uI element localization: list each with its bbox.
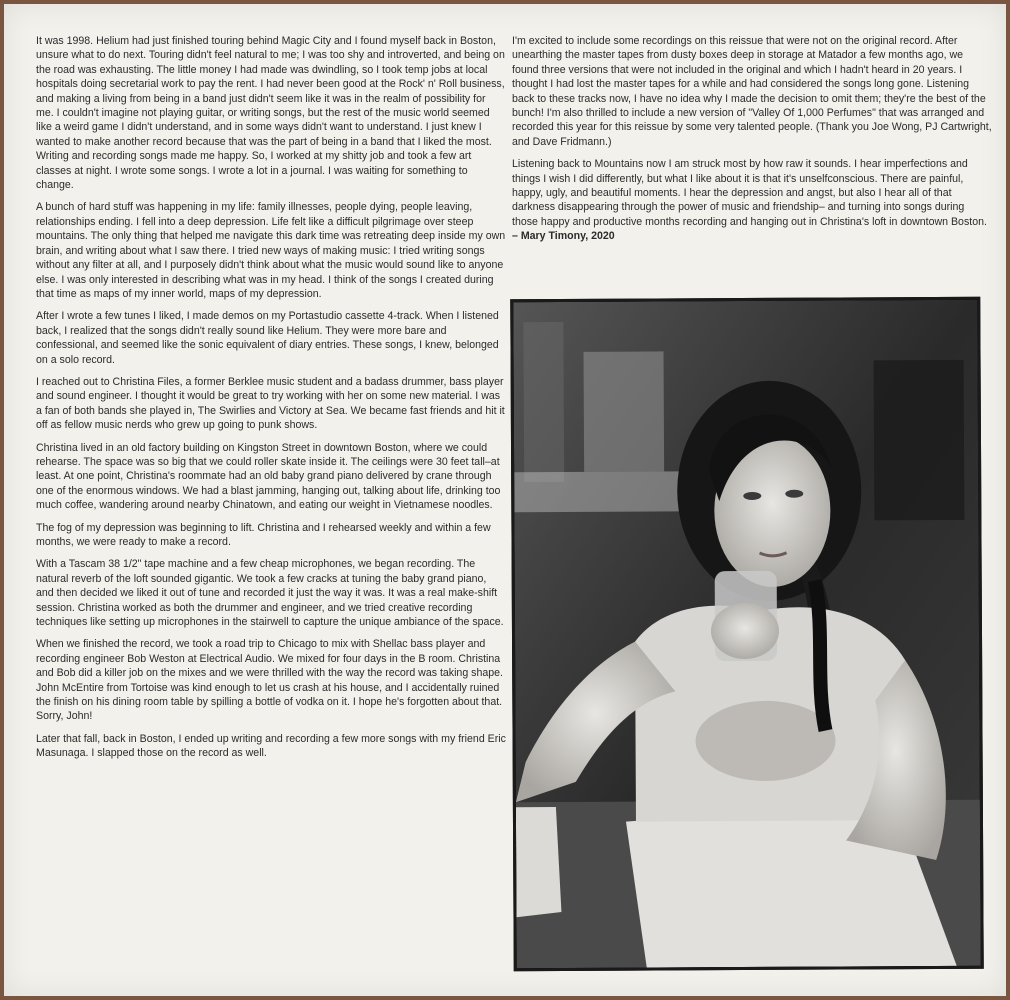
liner-notes-sheet <box>4 4 1006 996</box>
paragraph: Later that fall, back in Boston, I ended up writing and recording a few more songs with my friend Eric Masunaga. I slapped those on the record as well. <box>36 732 506 760</box>
portrait-photo <box>510 297 984 971</box>
paragraph: The fog of my depression was beginning to lift. Christina and I rehearsed weekly and within a few months, we were ready to make a record. <box>36 521 491 548</box>
paragraph: It was 1998. Helium had just finished touring behind Magic City and I found myself back in Boston, unsure what to do next. Touring didn't feel natural to me; I was too shy and introverted, and being on the road was exhausting. The little money I had made was dwindling, so I took temp jobs at local hospitals doing secretarial work to pay the rent. I had never been good at the Rock' n' Roll business, and making a living from being in a band just didn't seem like it was in the realm of possibility for me. I couldn't imagine not playing guitar, or writing songs, but the rest of the music world seemed like a weird game I didn't understand, and in some ways didn't want to understand. I just knew I wanted to make another record because that was the part of being in a band that I liked the most. Writing and recording songs made me happy. So, I worked at my shitty job and took a few art classes at night. I wrote some songs. I wrote a lot in a journal. I was waiting for something to change. <box>36 35 505 192</box>
paragraph: After I wrote a few tunes I liked, I made demos on my Portastudio cassette 4-track. When I listened back, I realized that the songs didn't really sound like Helium. They were more bare and confessional, and seemed like the sonic equivalent of diary entries. These songs, I knew, belonged on a solo record. <box>36 310 499 366</box>
closing-paragraph <box>512 157 992 243</box>
left-text-column <box>36 34 506 769</box>
portrait-photo-icon <box>513 300 980 968</box>
paragraph: Christina lived in an old factory building on Kingston Street in downtown Boston, where we could rehearse. The space was so big that we could roller skate inside it. The ceilings were 30 feet tall–at least. At one point, Christina's roommate had an old baby grand piano delivered by crane through one of the enormous windows. We had a blast jamming, hanging out, talking about life, drinking too much coffee, wandering around nearby Chinatown, and eating our weight in Vietnamese noodles. <box>36 441 501 512</box>
signature: – Mary Timony, 2020 <box>512 230 615 243</box>
paragraph: A bunch of hard stuff was happening in my life: family illnesses, people dying, people leaving, relationships ending. I fell into a deep depression. Life felt like a difficult pilgrimage over steep mountains. The only thing that helped me navigate this dark time was retreating deep inside my own brain, and writing about what I saw there. I tried new ways of making music: I tried writing songs without any filter at all, and I purposely didn't think about what the music would sound like to anyone else. I was only interested in describing what was in my head. I think of the songs I created during that time as maps of my inner world, maps of my depression. <box>36 201 506 300</box>
paragraph: I'm excited to include some recordings on this reissue that were not on the original record. After unearthing the master tapes from dusty boxes deep in storage at Matador a few months ago, we found three versions that were not included in the original and which I hadn't heard in 20 years. I thought I had lost the master tapes for a while and had considered the songs long gone. Listening back to these tracks now, I have no idea why I made the decision to omit them; they're the best of the bunch! I'm also thrilled to include a new version of "Valley Of 1,000 Perfumes" that was arranged and recorded this year for this reissue by some very talented people. (Thank you Joe Wong, PJ Cartwright, and Dave Fridmann.) <box>512 35 992 148</box>
right-text-column <box>512 34 992 252</box>
paragraph: With a Tascam 38 1/2" tape machine and a few cheap microphones, we began recording. The natural reverb of the loft sounded gigantic. We took a few cracks at tuning the baby grand piano, and then decided we liked it out of tune and recorded it just the way it was. It was a real make-shift session. Christina worked as both the drummer and engineer, and we tried creative recording techniques like setting up microphones in the stairwell to capture the unique ambiance of the space. <box>36 558 504 629</box>
paragraph: When we finished the record, we took a road trip to Chicago to mix with Shellac bass player and recording engineer Bob Weston at Electrical Audio. We mixed for four days in the B room. Christina and Bob did a killer job on the mixes and we were thrilled with the way the record was taking shape. John McEntire from Tortoise was kind enough to let us crash at his house, and I accidentally ruined the finish on his dining room table by spilling a bottle of vodka on it. I hope he's forgotten about that. Sorry, John! <box>36 638 503 723</box>
closing-text: Listening back to Mountains now I am struck most by how raw it sounds. I hear imperfections and things I wish I did differently, but what I like about it is that it's unselfconscious. There are painful, happy, ugly, and beautiful moments. I hear the depression and angst, but also I hear all of that darkness disappearing through the power of music and friendship– and turning into songs during those happy and productive months recording and hanging out in Christina's loft in downtown Boston. <box>512 158 987 228</box>
paragraph: I reached out to Christina Files, a former Berklee music student and a badass drummer, bass player and sound engineer. I thought it would be great to try working with her on some new material. I was a fan of both bands she played in, The Swirlies and Victory at Sea. We became fast friends and hit it off as fellow music nerds who grew up going to punk shows. <box>36 375 505 432</box>
